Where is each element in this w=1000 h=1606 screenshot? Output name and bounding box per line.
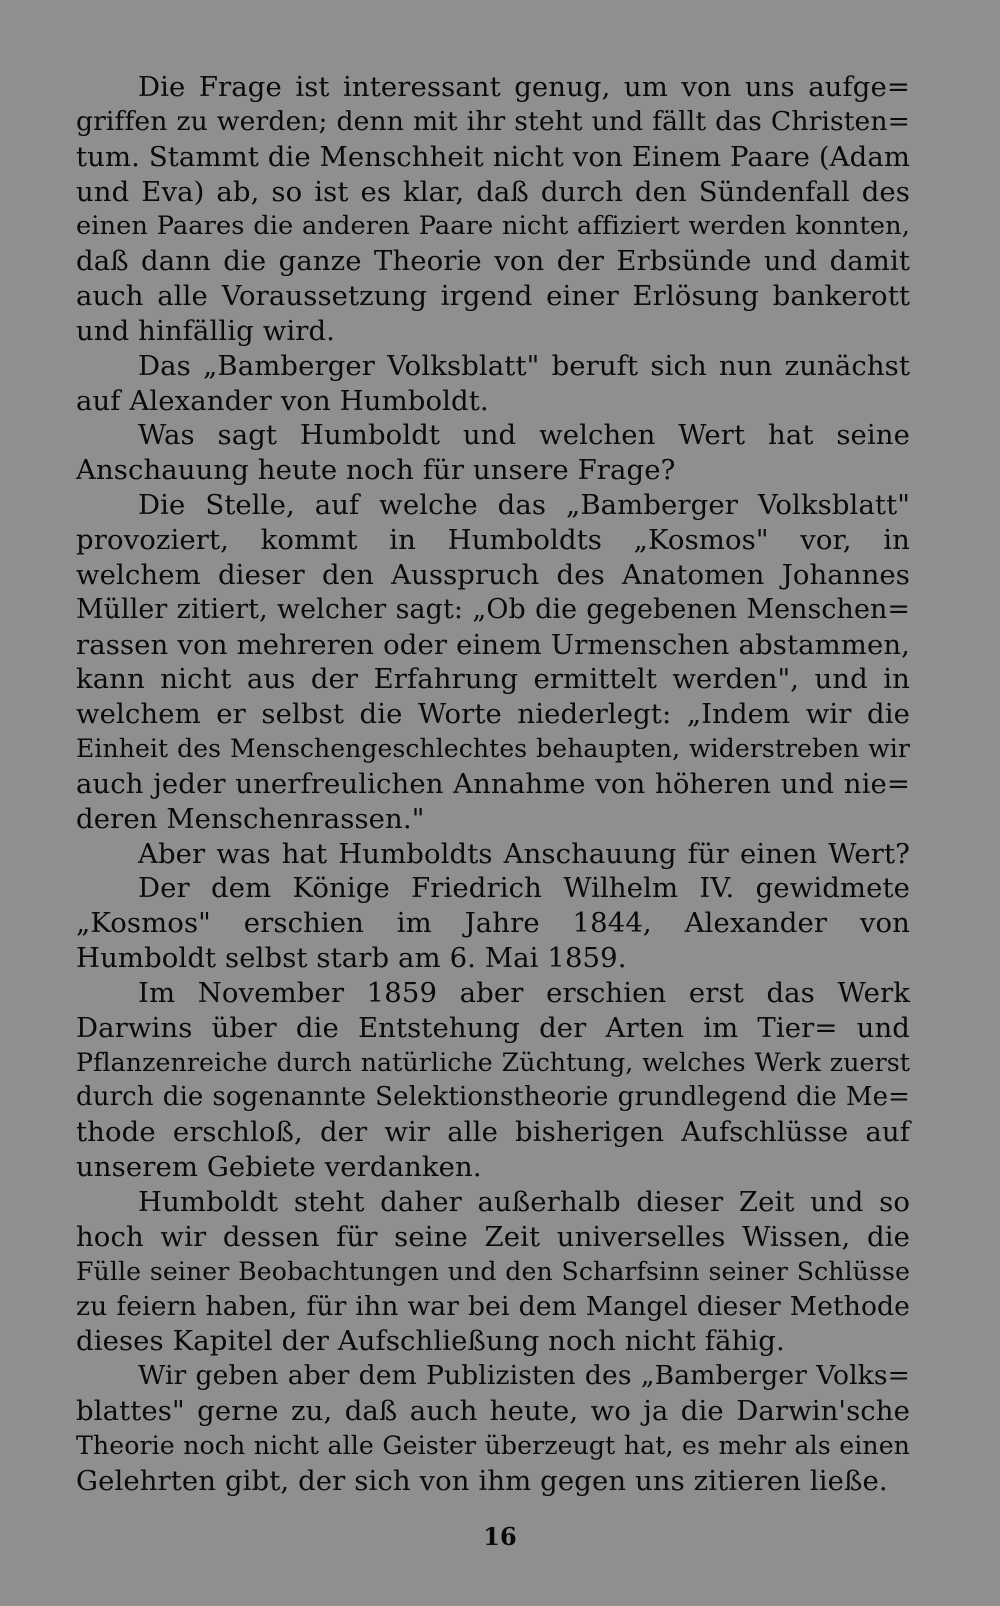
text-line: Die Frage ist interessant genug, um von uns aufge= [138,71,910,103]
text-line: kann nicht aus der Erfahrung ermittelt werden", und in [76,663,910,696]
text-line: Theorie noch nicht alle Geister überzeugt hat, es mehr als einen [76,1430,910,1460]
text-line: Im November 1859 aber erschien erst das Werk [138,976,910,1009]
text-line: Fülle seiner Beobachtungen und den Scharfsinn seiner Schlüsse [76,1256,910,1286]
text-line: hoch wir dessen für seine Zeit universelles Wissen, die [76,1220,910,1253]
text-line: Müller zitiert, welcher sagt: „Ob die gegebenen Menschen= [76,593,910,625]
text-line: auch alle Voraussetzung irgend einer Erlösung bankerott [76,280,910,313]
text-line: einen Paares die anderen Paare nicht affiziert werden konnten, [76,211,910,242]
paragraph [76,871,910,976]
text-line: deren Menschenrassen." [76,802,425,835]
paragraph [76,349,910,419]
text-line: Wir geben aber dem Publizisten des „Bamberger Volks= [138,1360,910,1392]
paragraph [76,1185,910,1359]
book-page-text [76,70,910,1510]
text-line: tum. Stammt die Menschheit nicht von Einem Paare (Adam [76,140,910,173]
text-line: dieses Kapitel der Aufschließung noch nicht fähig. [76,1325,785,1358]
text-line: Der dem Könige Friedrich Wilhelm IV. gewidmete [138,872,910,905]
text-line: Humboldt steht daher außerhalb dieser Zeit und so [138,1186,910,1218]
text-line: Humboldt selbst starb am 6. Mai 1859. [76,942,627,975]
text-line: „Kosmos" erschien im Jahre 1844, Alexander von [76,907,910,940]
text-line: griffen zu werden; denn mit ihr steht und fällt das Christen= [76,105,910,137]
text-line: welchem er selbst die Worte niederlegt: „Indem wir die [76,698,910,731]
paragraph [76,1359,910,1498]
text-line: Was sagt Humboldt und welchen Wert hat seine [138,419,910,452]
paragraph [76,837,910,872]
text-line: thode erschloß, der wir alle bisherigen Aufschlüsse auf [76,1116,910,1149]
text-line: Gelehrten gibt, der sich von ihm gegen uns zitieren ließe. [76,1464,888,1497]
text-line: durch die sogenannte Selektionstheorie grundlegend die Me= [76,1082,910,1113]
text-line: rassen von mehreren oder einem Urmenschen abstammen, [76,628,910,661]
text-line: unserem Gebiete verdanken. [76,1151,482,1184]
paragraph [76,418,910,488]
text-line: Pflanzenreiche durch natürliche Züchtung, welches Werk zuerst [76,1047,910,1077]
text-line: welchem dieser den Ausspruch des Anatomen Johannes [76,558,910,591]
text-line: Darwins über die Entstehung der Arten im Tier= und [76,1011,910,1044]
paragraph [76,488,910,836]
text-line: Anschauung heute noch für unsere Frage? [76,454,676,487]
text-line: provoziert, kommt in Humboldts „Kosmos" vor, in [76,523,910,556]
text-line: Aber was hat Humboldts Anschauung für einen Wert? [138,837,910,870]
text-line: Das „Bamberger Volksblatt" beruft sich nun zunächst [138,349,910,382]
page-number: 16 [483,1522,517,1551]
text-line: daß dann die ganze Theorie von der Erbsünde und damit [76,245,910,278]
text-line: und hinfällig wird. [76,314,336,347]
text-line: und Eva) ab, so ist es klar, daß durch den Sündenfall des [76,175,910,208]
text-line: Die Stelle, auf welche das „Bamberger Volksblatt" [138,489,910,522]
text-line: auch jeder unerfreulichen Annahme von höheren und nie= [76,767,910,800]
paragraph [76,70,910,349]
text-line: zu feiern haben, für ihn war bei dem Mangel dieser Methode [76,1290,910,1322]
paragraph [76,976,910,1185]
text-line: auf Alexander von Humboldt. [76,384,489,417]
text-line: Einheit des Menschengeschlechtes behaupten, widerstreben wir [76,734,910,764]
text-line: blattes" gerne zu, daß auch heute, wo ja die Darwin'sche [76,1395,910,1428]
